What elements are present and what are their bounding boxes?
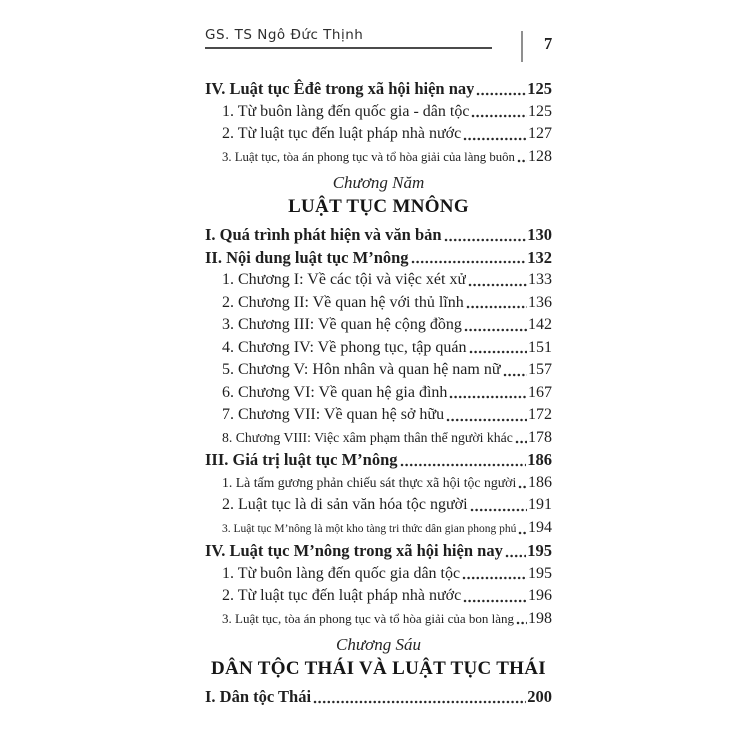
entry-page-number: 136: [528, 293, 552, 311]
dot-leader-icon: [518, 530, 527, 536]
entry-label: II. Nội dung luật tục M’nông: [205, 247, 409, 267]
toc-entry: [205, 123, 552, 146]
toc-entry: [205, 686, 552, 709]
dot-leader-icon: [505, 553, 526, 559]
dot-leader-icon: [515, 439, 527, 445]
dot-leader-icon: [462, 575, 527, 581]
entry-page-number: 196: [528, 587, 552, 604]
entry-label: 6. Chương VI: Về quan hệ gia đình: [222, 383, 448, 401]
entry-label: 3. Luật tục M’nông là một kho tàng tri thức dân gian phong phú: [222, 522, 517, 535]
entry-label: 2. Luật tục là di sản văn hóa tộc người: [222, 496, 468, 513]
entry-label: III. Giá trị luật tục M’nông: [205, 450, 398, 469]
dot-leader-icon: [476, 91, 526, 97]
entry-page-number: 172: [528, 406, 552, 423]
toc-entry: [205, 78, 552, 101]
toc-entry: [205, 382, 552, 405]
entry-page-number: 128: [528, 147, 552, 165]
author-underline: [205, 26, 492, 49]
entry-page-number: 178: [528, 428, 552, 446]
toc-entry: [205, 494, 552, 517]
entry-label: 2. Từ luật tục đến luật pháp nhà nước: [222, 587, 462, 604]
entry-label: 1. Từ buôn làng đến quốc gia dân tộc: [222, 564, 461, 582]
toc-entry: [205, 404, 552, 427]
entry-label: 5. Chương V: Hôn nhân và quan hệ nam nữ: [222, 361, 501, 378]
entry-page-number: 157: [528, 361, 552, 378]
entry-page-number: 186: [527, 450, 552, 469]
entry-label: 4. Chương IV: Về phong tục, tập quán: [222, 338, 467, 356]
dot-leader-icon: [449, 394, 527, 400]
entry-page-number: 191: [528, 496, 552, 513]
dot-leader-icon: [463, 598, 527, 604]
dot-leader-icon: [466, 304, 527, 310]
toc-entry: [205, 449, 552, 472]
toc-entry: [205, 224, 552, 247]
author-name: GS. TS Ngô Đức Thịnh: [205, 27, 364, 43]
entry-label: 7. Chương VII: Về quan hệ sở hữu: [222, 406, 445, 423]
dot-leader-icon: [469, 349, 527, 355]
chapter-title: LUẬT TỤC MNÔNG: [288, 196, 469, 217]
dot-leader-icon: [470, 507, 527, 513]
dot-leader-icon: [516, 620, 527, 626]
entry-label: 1. Từ buôn làng đến quốc gia - dân tộc: [222, 102, 470, 120]
entry-page-number: 142: [528, 316, 552, 333]
page-header: [0, 0, 750, 78]
dot-leader-icon: [517, 158, 527, 164]
entry-page-number: 130: [527, 225, 552, 244]
entry-label: 8. Chương VIII: Việc xâm phạm thân thể người khác: [222, 429, 513, 445]
toc-entry: [205, 146, 552, 169]
chapter-subtitle: Chương Sáu: [336, 635, 421, 654]
dot-leader-icon: [446, 417, 527, 423]
dot-leader-icon: [411, 259, 527, 265]
chapter-title: DÂN TỘC THÁI VÀ LUẬT TỤC THÁI: [211, 658, 546, 679]
toc-entry: [205, 247, 552, 270]
toc-entry: [205, 608, 552, 631]
toc-entry: [205, 540, 552, 563]
toc-entry: [205, 292, 552, 315]
dot-leader-icon: [471, 113, 527, 119]
entry-label: I. Quá trình phát hiện và văn bản: [205, 225, 442, 244]
entry-label: 1. Chương I: Về các tội và việc xét xử: [222, 271, 467, 288]
entry-label: 3. Chương III: Về quan hệ cộng đồng: [222, 316, 462, 333]
dot-leader-icon: [464, 327, 527, 333]
entry-page-number: 200: [527, 687, 552, 706]
entry-page-number: 127: [528, 125, 552, 142]
entry-label: 3. Luật tục, tòa án phong tục và tổ hòa giải của làng buôn: [222, 149, 515, 164]
entry-label: 3. Luật tục, tòa án phong tục và tổ hòa giải của bon làng: [222, 610, 515, 626]
toc-list: [205, 78, 552, 709]
entry-page-number: 125: [527, 79, 552, 98]
toc-entry: [205, 269, 552, 292]
entry-label: 2. Từ luật tục đến luật pháp nhà nước: [222, 125, 462, 142]
dot-leader-icon: [313, 699, 526, 705]
entry-label: 1. Là tấm gương phản chiếu sát thực xã hội tộc người: [222, 474, 517, 490]
entry-page-number: 195: [528, 564, 552, 582]
entry-page-number: 125: [528, 102, 552, 120]
toc-entry: [205, 427, 552, 450]
chapter-heading: [205, 634, 552, 682]
entry-page-number: 195: [527, 541, 552, 560]
toc-entry: [205, 337, 552, 360]
toc-entry: [205, 359, 552, 382]
chapter-heading: [205, 172, 552, 220]
chapter-subtitle: Chương Năm: [332, 173, 425, 192]
header-divider-bar: [521, 31, 523, 62]
toc-entry: [205, 585, 552, 608]
dot-leader-icon: [503, 372, 527, 378]
toc-entry: [205, 517, 552, 541]
dot-leader-icon: [400, 462, 527, 468]
toc-entry: [205, 314, 552, 337]
dot-leader-icon: [518, 484, 527, 490]
dot-leader-icon: [463, 136, 527, 142]
entry-page-number: 132: [527, 247, 552, 267]
toc-entry: [205, 563, 552, 586]
entry-page-number: 194: [528, 518, 552, 536]
entry-page-number: 167: [528, 383, 552, 401]
page-number: 7: [544, 34, 553, 53]
entry-label: I. Dân tộc Thái: [205, 687, 312, 706]
toc-entry: [205, 472, 552, 495]
dot-leader-icon: [468, 282, 527, 288]
entry-page-number: 151: [528, 338, 552, 356]
entry-page-number: 198: [528, 609, 552, 627]
entry-label: IV. Luật tục Êđê trong xã hội hiện nay: [205, 79, 475, 98]
dot-leader-icon: [444, 237, 527, 243]
entry-page-number: 186: [528, 473, 552, 491]
toc-entry: [205, 101, 552, 124]
entry-label: 2. Chương II: Về quan hệ với thủ lĩnh: [222, 293, 464, 311]
entry-page-number: 133: [528, 271, 552, 288]
entry-label: IV. Luật tục M’nông trong xã hội hiện nay: [205, 541, 503, 560]
